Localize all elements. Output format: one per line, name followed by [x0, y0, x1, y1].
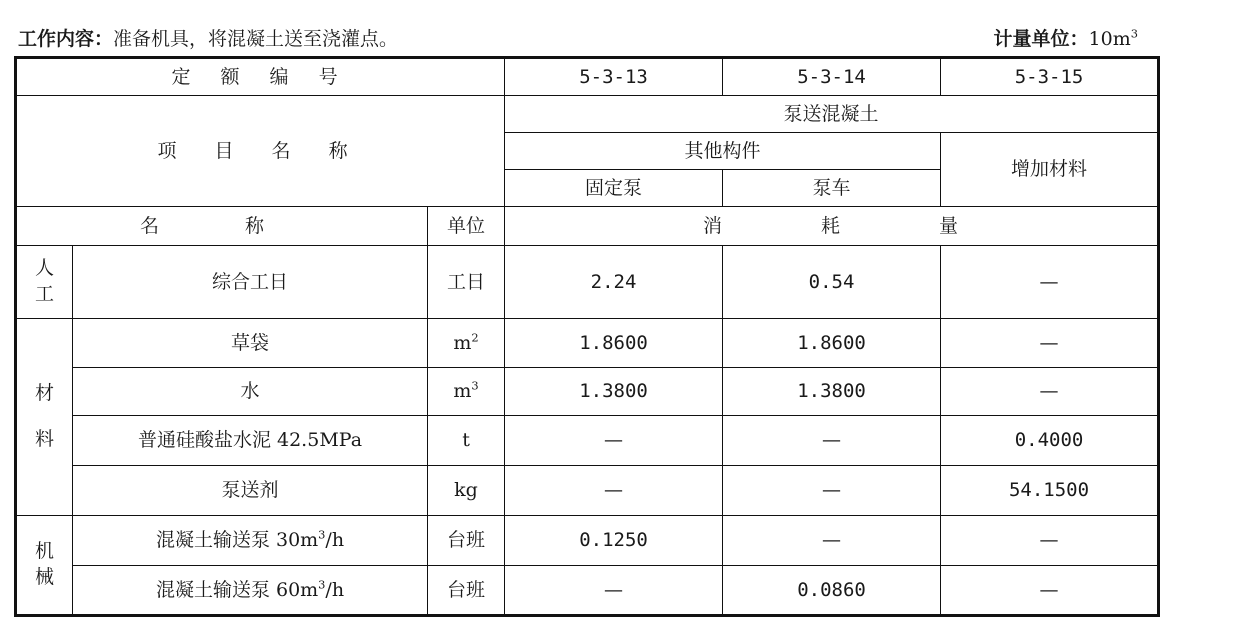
row-unit: kg	[428, 466, 505, 516]
work-content-text: 准备机具，将混凝土送至浇灌点。	[113, 28, 399, 50]
row-value-2: 0.54	[723, 246, 941, 319]
quota-table	[14, 56, 1160, 617]
group-title: 泵送混凝土	[505, 96, 1159, 133]
subgroup-title: 其他构件	[505, 133, 941, 170]
name-header: 名 称	[16, 207, 428, 246]
row-value-1: —	[505, 416, 723, 466]
row-value-2: 0.0860	[723, 566, 941, 616]
fixed-pump-header: 固定泵	[505, 170, 723, 207]
quota-code-2: 5-3-14	[723, 58, 941, 96]
row-value-1: 1.8600	[505, 319, 723, 368]
table-row	[16, 246, 1159, 319]
row-unit: 台班	[428, 566, 505, 616]
row-value-3: 0.4000	[941, 416, 1159, 466]
row-unit: t	[428, 416, 505, 466]
consume-char-2: 耗	[821, 215, 841, 237]
item-name-label: 项 目 名 称	[16, 96, 505, 207]
category-material: 材 料	[16, 319, 73, 516]
row-value-3: —	[941, 566, 1159, 616]
consumption-header	[505, 207, 1159, 246]
row-value-3: —	[941, 246, 1159, 319]
work-content	[18, 24, 398, 51]
measurement-unit-sup: 3	[1130, 26, 1138, 41]
row-value-2: 1.8600	[723, 319, 941, 368]
quota-code-1: 5-3-13	[505, 58, 723, 96]
row-value-3: —	[941, 319, 1159, 368]
row-unit: 台班	[428, 516, 505, 566]
row-value-2: —	[723, 416, 941, 466]
quota-number-row	[16, 58, 1159, 96]
measurement-unit-value: 10m	[1088, 28, 1131, 50]
add-material-header: 增加材料	[941, 133, 1159, 207]
row-name: 水	[73, 368, 428, 416]
row-name: 综合工日	[73, 246, 428, 319]
row-value-3: 54.1500	[941, 466, 1159, 516]
measurement-unit-label: 计量单位：	[993, 28, 1089, 50]
item-name-row-1	[16, 96, 1159, 133]
table-row	[16, 368, 1159, 416]
row-value-2: —	[723, 516, 941, 566]
category-machine: 机 械	[16, 516, 73, 616]
row-value-2: —	[723, 466, 941, 516]
measurement-unit	[994, 24, 1138, 51]
row-value-1: 0.1250	[505, 516, 723, 566]
row-name: 混凝土输送泵 $30m^3/h$	[73, 516, 428, 566]
row-name: 草袋	[73, 319, 428, 368]
unit-header: 单位	[428, 207, 505, 246]
row-value-3: —	[941, 516, 1159, 566]
row-unit: $m^3$	[428, 368, 505, 416]
work-content-label: 工作内容：	[18, 28, 114, 50]
column-header-row	[16, 207, 1159, 246]
row-value-2: 1.3800	[723, 368, 941, 416]
row-name: 混凝土输送泵 $60m^3/h$	[73, 566, 428, 616]
document-header	[18, 20, 1138, 50]
category-labor: 人 工	[16, 246, 73, 319]
pump-truck-header: 泵车	[723, 170, 941, 207]
row-name: 泵送剂	[73, 466, 428, 516]
row-value-1: 2.24	[505, 246, 723, 319]
table-row	[16, 566, 1159, 616]
table-row	[16, 319, 1159, 368]
row-value-1: —	[505, 566, 723, 616]
table-row	[16, 516, 1159, 566]
quota-code-3: 5-3-15	[941, 58, 1159, 96]
row-value-1: 1.3800	[505, 368, 723, 416]
row-unit: 工日	[428, 246, 505, 319]
consume-char-1: 消	[703, 215, 723, 237]
row-value-1: —	[505, 466, 723, 516]
row-name: 普通硅酸盐水泥 42.5MPa	[73, 416, 428, 466]
row-unit: $m^2$	[428, 319, 505, 368]
row-value-3: —	[941, 368, 1159, 416]
quota-number-label: 定 额 编 号	[16, 58, 505, 96]
consume-char-3: 量	[939, 215, 959, 237]
table-row	[16, 466, 1159, 516]
table-row	[16, 416, 1159, 466]
